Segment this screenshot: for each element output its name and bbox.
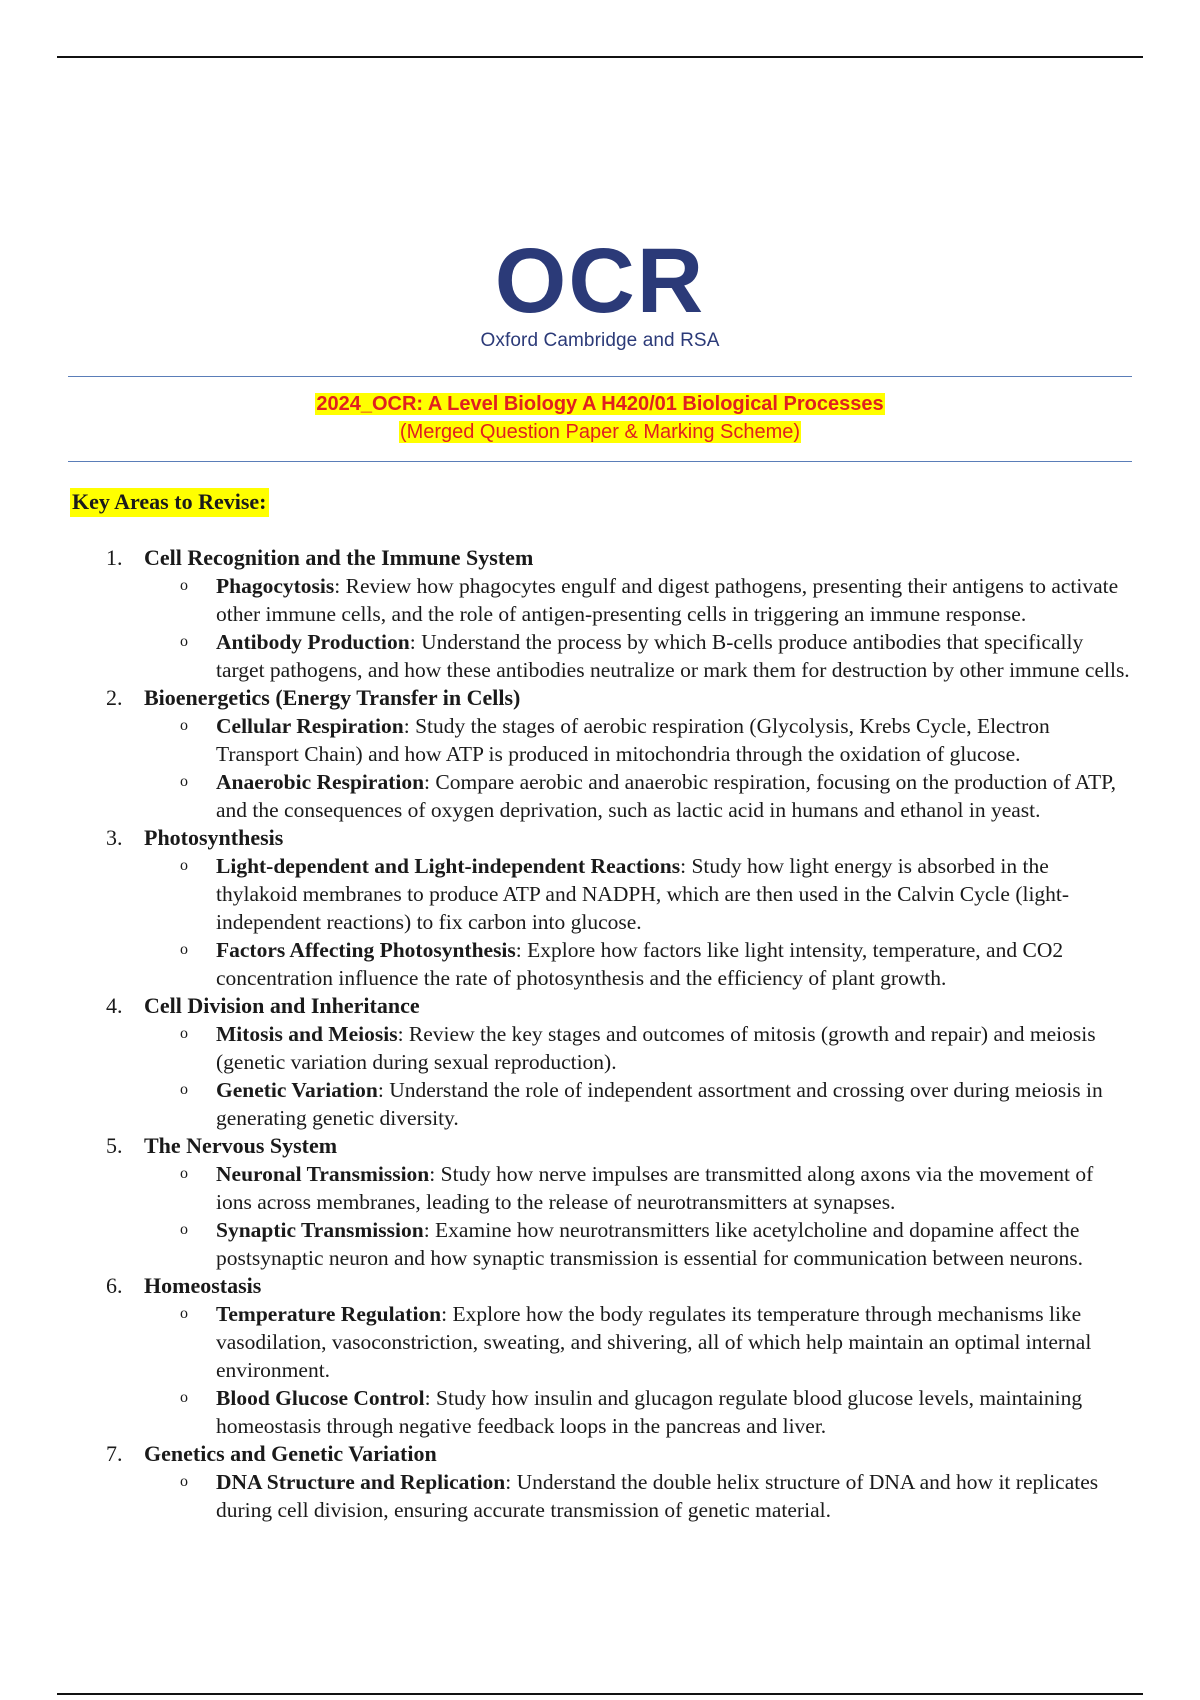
section-heading: [0, 684, 1200, 712]
item-term: Anaerobic Respiration: [216, 770, 425, 794]
item-description: : Study how insulin and glucagon regulate blood glucose levels, maintaining homeostasis through negative feedback loops in the pancreas and liver.: [216, 1386, 1083, 1438]
ocr-logo: [440, 240, 760, 360]
item-term: DNA Structure and Replication: [216, 1470, 506, 1494]
circle-bullet-icon: o: [180, 1025, 188, 1042]
list-item: [0, 1468, 1200, 1524]
section-number: 7.: [106, 1441, 123, 1466]
circle-bullet-icon: o: [180, 857, 188, 874]
circle-bullet-icon: o: [180, 1221, 188, 1238]
section-heading: [0, 1272, 1200, 1300]
title-line-1: 2024_OCR: A Level Biology A H420/01 Biological Processes: [316, 393, 884, 415]
list-item: [0, 1300, 1200, 1384]
section-number: 6.: [106, 1273, 123, 1298]
list-item: [0, 852, 1200, 936]
list-item: [0, 1020, 1200, 1076]
section-number: 4.: [106, 993, 123, 1018]
item-term: Antibody Production: [216, 630, 410, 654]
section-1: [0, 544, 1200, 684]
circle-bullet-icon: o: [180, 1389, 188, 1406]
section-number: 3.: [106, 825, 123, 850]
section-5: [0, 1132, 1200, 1272]
item-term: Neuronal Transmission: [216, 1162, 430, 1186]
section-number: 5.: [106, 1133, 123, 1158]
section-number: 2.: [106, 685, 123, 710]
circle-bullet-icon: o: [180, 773, 188, 790]
section-heading: [0, 1440, 1200, 1468]
section-heading: [0, 824, 1200, 852]
item-term: Mitosis and Meiosis: [216, 1022, 398, 1046]
item-description: : Review how phagocytes engulf and digest pathogens, presenting their antigens to activate other immune cells, and the role of antigen-presenting cells in triggering an immune response.: [216, 574, 1119, 626]
ocr-wordmark-text: OCR: [494, 240, 706, 326]
section-4: [0, 992, 1200, 1132]
item-description: : Understand the role of independent assortment and crossing over during meiosis in generating genetic diversity.: [216, 1078, 1103, 1130]
section-title: The Nervous System: [144, 1133, 338, 1158]
section-heading: [0, 1132, 1200, 1160]
item-description: : Study how nerve impulses are transmitted along axons via the movement of ions across membranes, leading to the release of neurotransmitters at synapses.: [216, 1162, 1094, 1214]
section-number: 1.: [106, 545, 123, 570]
item-term: Cellular Respiration: [216, 714, 404, 738]
item-term: Blood Glucose Control: [216, 1386, 425, 1410]
section-7: [0, 1440, 1200, 1524]
circle-bullet-icon: o: [180, 633, 188, 650]
item-description: : Review the key stages and outcomes of mitosis (growth and repair) and meiosis (genetic variation during sexual reproduction).: [216, 1022, 1096, 1074]
item-description: : Compare aerobic and anaerobic respiration, focusing on the production of ATP, and the consequences of oxygen deprivation, such as lactic acid in humans and ethanol in yeast.: [216, 770, 1117, 822]
section-title: Bioenergetics (Energy Transfer in Cells): [144, 685, 521, 710]
logo-subtitle: Oxford Cambridge and RSA: [480, 330, 720, 351]
ocr-wordmark: [450, 240, 750, 326]
item-term: Light-dependent and Light-independent Reactions: [216, 854, 681, 878]
section-title: Homeostasis: [144, 1273, 262, 1298]
item-description: : Study how light energy is absorbed in the thylakoid membranes to produce ATP and NADPH, which are then used in the Calvin Cycle (light-independent reactions) to fix carbon into glucose.: [216, 854, 1070, 934]
section-title: Genetics and Genetic Variation: [144, 1441, 437, 1466]
section-title: Cell Recognition and the Immune System: [144, 545, 534, 570]
section-3: [0, 824, 1200, 992]
top-rule: [57, 56, 1143, 58]
circle-bullet-icon: o: [180, 1305, 188, 1322]
list-item: [0, 1216, 1200, 1272]
list-item: [0, 768, 1200, 824]
section-heading: [0, 544, 1200, 572]
section-title: Cell Division and Inheritance: [144, 993, 420, 1018]
list-item: [0, 1160, 1200, 1216]
document-title: [68, 390, 1132, 446]
item-term: Phagocytosis: [216, 574, 335, 598]
circle-bullet-icon: o: [180, 1081, 188, 1098]
list-item: [0, 628, 1200, 684]
list-item: [0, 712, 1200, 768]
title-top-rule: [68, 376, 1132, 377]
section-title: Photosynthesis: [144, 825, 284, 850]
circle-bullet-icon: o: [180, 577, 188, 594]
revision-list: [0, 544, 1200, 1524]
item-term: Temperature Regulation: [216, 1302, 442, 1326]
section-heading: [0, 992, 1200, 1020]
circle-bullet-icon: o: [180, 717, 188, 734]
item-description: : Examine how neurotransmitters like acetylcholine and dopamine affect the postsynaptic neuron and how synaptic transmission is essential for communication between neurons.: [216, 1218, 1083, 1270]
key-areas-heading: Key Areas to Revise:: [70, 488, 269, 517]
list-item: [0, 1076, 1200, 1132]
list-item: [0, 1384, 1200, 1440]
item-description: : Explore how factors like light intensity, temperature, and CO2 concentration influence the rate of photosynthesis and the efficiency of plant growth.: [216, 938, 1064, 990]
item-term: Synaptic Transmission: [216, 1218, 424, 1242]
list-item: [0, 936, 1200, 992]
item-term: Genetic Variation: [216, 1078, 378, 1102]
item-description: : Understand the process by which B-cells produce antibodies that specifically target pathogens, and how these antibodies neutralize or mark them for destruction by other immune cells.: [216, 630, 1130, 682]
section-6: [0, 1272, 1200, 1440]
item-description: : Understand the double helix structure of DNA and how it replicates during cell division, ensuring accurate transmission of genetic material.: [216, 1470, 1099, 1522]
circle-bullet-icon: o: [180, 1473, 188, 1490]
bottom-rule: [57, 1693, 1143, 1695]
item-description: : Explore how the body regulates its temperature through mechanisms like vasodilation, vasoconstriction, sweating, and shivering, all of which help maintain an optimal internal environment.: [216, 1302, 1092, 1382]
title-bottom-rule: [68, 461, 1132, 462]
title-line-2: (Merged Question Paper & Marking Scheme): [399, 421, 801, 443]
section-2: [0, 684, 1200, 824]
circle-bullet-icon: o: [180, 1165, 188, 1182]
item-term: Factors Affecting Photosynthesis: [216, 938, 516, 962]
item-description: : Study the stages of aerobic respiration (Glycolysis, Krebs Cycle, Electron Transport Chain) and how ATP is produced in mitochondria through the oxidation of glucose.: [216, 714, 1050, 766]
circle-bullet-icon: o: [180, 941, 188, 958]
list-item: [0, 572, 1200, 628]
